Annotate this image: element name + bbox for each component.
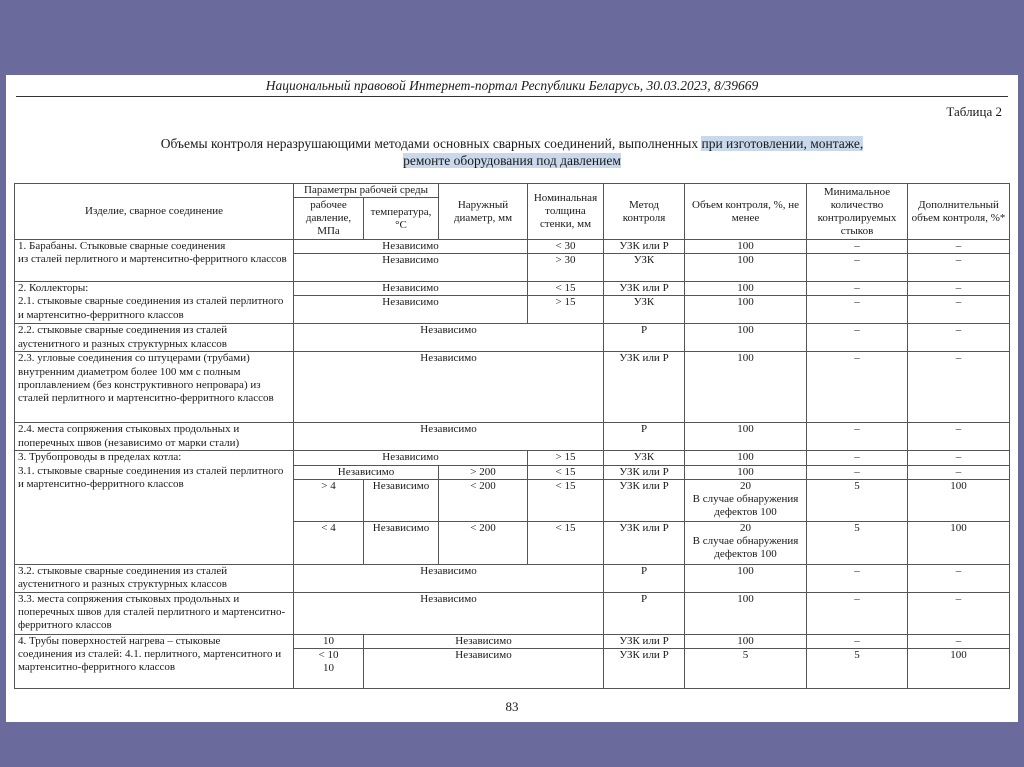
volume-note: В случае обнаружения дефектов 100 [692, 535, 799, 561]
extra-cell: – [908, 423, 1010, 451]
table-row [15, 240, 1010, 254]
thickness-cell: < 15 [528, 465, 604, 479]
params-cell: Независимо [294, 592, 604, 634]
method-cell: УЗК [604, 254, 685, 282]
volume-cell: 100 [685, 282, 807, 296]
row-1-item [15, 240, 294, 282]
item-text: 4. Трубы поверхностей нагрева – стыковые [18, 634, 221, 647]
thickness-cell: > 15 [528, 451, 604, 465]
diameter-cell: < 200 [439, 479, 528, 521]
min-cell: 5 [807, 521, 908, 564]
method-cell: Р [604, 592, 685, 634]
volume-cell: 100 [685, 634, 807, 648]
min-cell: – [807, 564, 908, 592]
volume-cell: 100 [685, 592, 807, 634]
volume-value: 20 [740, 479, 751, 492]
table-row [15, 282, 1010, 296]
params-cell: Независимо [364, 649, 604, 689]
min-cell: – [807, 423, 908, 451]
volume-note: В случае обнаружения дефектов 100 [692, 493, 799, 519]
method-cell: УЗК [604, 296, 685, 324]
min-cell: – [807, 352, 908, 423]
item-text: соединения из сталей: 4.1. перлитного, мартенситного и мартенситно-ферритного классов [18, 648, 282, 674]
extra-cell: – [908, 465, 1010, 479]
document-header: Национальный правовой Интернет-портал Республики Беларусь, 30.03.2023, 8/39669 [265, 78, 759, 93]
header-item: Изделие, сварное соединение [15, 184, 294, 240]
params-cell: Независимо [294, 423, 604, 451]
thickness-cell: < 30 [528, 240, 604, 254]
volume-cell: 5 [685, 649, 807, 689]
extra-cell: – [908, 352, 1010, 423]
header-diameter: Наружный диаметр, мм [439, 184, 528, 240]
params-cell: Независимо [294, 465, 439, 479]
min-cell: – [807, 324, 908, 352]
inspection-table [14, 183, 1010, 689]
header-params-group: Параметры рабочей среды [294, 184, 439, 198]
row-2-item [15, 282, 294, 324]
header-min-count: Минимальное количество контролируемых стыков [807, 184, 908, 240]
pressure-cell: > 4 [294, 479, 364, 521]
table-row [15, 352, 1010, 423]
params-cell: Независимо [294, 296, 528, 324]
params-cell: Независимо [294, 352, 604, 423]
volume-cell: 100 [685, 254, 807, 282]
page-number: 83 [505, 699, 519, 714]
volume-cell: 100 [685, 324, 807, 352]
extra-cell: – [908, 240, 1010, 254]
extra-cell: 100 [908, 521, 1010, 564]
thickness-cell: < 15 [528, 521, 604, 564]
min-cell: – [807, 451, 908, 465]
params-cell: Независимо [294, 240, 528, 254]
item-text: 2.4. места сопряжения стыковых продольных и поперечных швов (независимо от марки стали) [15, 423, 294, 451]
min-cell: – [807, 254, 908, 282]
thickness-cell: > 15 [528, 296, 604, 324]
method-cell: Р [604, 423, 685, 451]
params-cell: Независимо [294, 451, 528, 465]
table-row [15, 634, 1010, 648]
item-text: 3. Трубопроводы в пределах котла: [18, 451, 182, 464]
method-cell: Р [604, 564, 685, 592]
extra-cell: – [908, 282, 1010, 296]
min-cell: – [807, 282, 908, 296]
min-cell: – [807, 296, 908, 324]
min-cell: 5 [807, 479, 908, 521]
table-label: Таблица 2 [946, 104, 1002, 119]
pressure-cell: 10 [294, 634, 364, 648]
temperature-cell: Независимо [364, 521, 439, 564]
volume-cell [685, 521, 807, 564]
method-cell: УЗК или Р [604, 634, 685, 648]
method-cell: УЗК или Р [604, 479, 685, 521]
table-row [15, 564, 1010, 592]
min-cell: – [807, 240, 908, 254]
volume-cell: 100 [685, 296, 807, 324]
table-row [15, 592, 1010, 634]
table-container [14, 183, 1009, 689]
method-cell: Р [604, 324, 685, 352]
item-text: 2.1. стыковые сварные соединения из сталей перлитного и мартенситно-ферритного классов [18, 295, 284, 321]
header-rule [16, 96, 1008, 97]
method-cell: УЗК или Р [604, 240, 685, 254]
thickness-cell: < 15 [528, 479, 604, 521]
table-row [15, 423, 1010, 451]
diameter-cell: < 200 [439, 521, 528, 564]
item-text: 2.2. стыковые сварные соединения из сталей аустенитного и разных структурных классов [15, 324, 294, 352]
method-cell: УЗК или Р [604, 649, 685, 689]
pressure-cell [294, 649, 364, 689]
row-4-item [15, 634, 294, 688]
extra-cell: 100 [908, 479, 1010, 521]
item-text: 3.3. места сопряжения стыковых продольных и поперечных швов для сталей перлитного и мартенситно-ферритного классов [15, 592, 294, 634]
min-cell: – [807, 465, 908, 479]
title-text: Объемы контроля неразрушающими методами основных сварных соединений, выполненных [160, 136, 699, 151]
params-cell: Независимо [294, 254, 528, 282]
params-cell: Независимо [294, 324, 604, 352]
volume-cell: 100 [685, 423, 807, 451]
temperature-cell: Независимо [364, 479, 439, 521]
thickness-cell: > 30 [528, 254, 604, 282]
extra-cell: – [908, 564, 1010, 592]
params-cell: Независимо [364, 634, 604, 648]
header-method: Метод контроля [604, 184, 685, 240]
volume-cell [685, 479, 807, 521]
header-extra: Дополнительный объем контроля, %* [908, 184, 1010, 240]
method-cell: УЗК или Р [604, 521, 685, 564]
min-cell: 5 [807, 649, 908, 689]
volume-cell: 100 [685, 465, 807, 479]
table-row [15, 324, 1010, 352]
volume-cell: 100 [685, 240, 807, 254]
header-volume: Объем контроля, %, не менее [685, 184, 807, 240]
method-cell: УЗК или Р [604, 282, 685, 296]
row-3-item [15, 451, 294, 564]
extra-cell: – [908, 634, 1010, 648]
diameter-cell: > 200 [439, 465, 528, 479]
item-text: 2.3. угловые соединения со штуцерами (трубами) внутренним диаметром более 100 мм с полным проплавлением (без конструктивного непровара) из сталей перлитного и мартенситно-ферритного классов [15, 352, 294, 423]
params-cell: Независимо [294, 282, 528, 296]
thickness-cell: < 15 [528, 282, 604, 296]
item-text: 3.1. стыковые сварные соединения из сталей перлитного и мартенситно-ферритного классов [18, 464, 284, 490]
extra-cell: 100 [908, 649, 1010, 689]
document-page [6, 75, 1018, 722]
header-temperature: температура, °С [364, 198, 439, 240]
volume-value: 20 [740, 521, 751, 534]
method-cell: УЗК или Р [604, 465, 685, 479]
item-text: из сталей перлитного и мартенситно-ферритного классов [18, 253, 287, 266]
header-pressure: рабочее давление, МПа [294, 198, 364, 240]
table-title [66, 135, 958, 169]
volume-cell: 100 [685, 451, 807, 465]
pressure-value: < 10 [318, 649, 339, 662]
title-highlight-2: ремонте оборудования под давлением [403, 153, 621, 168]
method-cell: УЗК [604, 451, 685, 465]
title-highlight-1: при изготовлении, монтаже, [701, 136, 864, 151]
method-cell: УЗК или Р [604, 352, 685, 423]
extra-cell: – [908, 254, 1010, 282]
item-text: 3.2. стыковые сварные соединения из сталей аустенитного и разных структурных классов [15, 564, 294, 592]
extra-cell: – [908, 592, 1010, 634]
min-cell: – [807, 634, 908, 648]
pressure-cell: < 4 [294, 521, 364, 564]
extra-cell: – [908, 296, 1010, 324]
table-row [15, 451, 1010, 465]
volume-cell: 100 [685, 564, 807, 592]
params-cell: Независимо [294, 564, 604, 592]
volume-cell: 100 [685, 352, 807, 423]
header-thickness: Номинальная толщина стенки, мм [528, 184, 604, 240]
extra-cell: – [908, 324, 1010, 352]
item-text: 2. Коллекторы: [18, 282, 89, 295]
min-cell: – [807, 592, 908, 634]
item-text: 1. Барабаны. Стыковые сварные соединения [18, 240, 226, 252]
extra-cell: – [908, 451, 1010, 465]
pressure-value: 10 [323, 662, 334, 675]
